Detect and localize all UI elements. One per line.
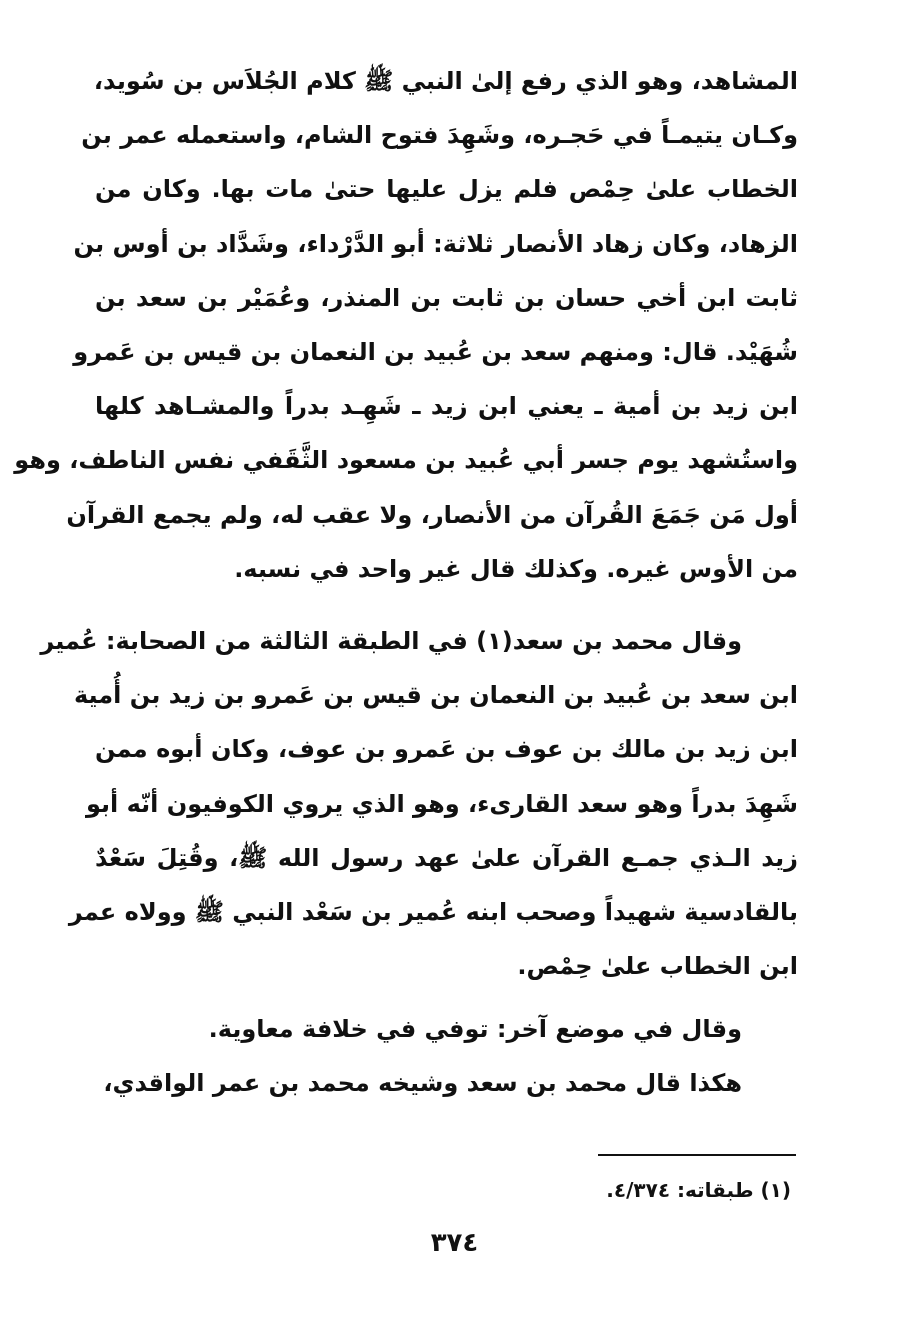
text-line: الزهاد، وكان زهاد الأنصار ثلاثة: أبو الدَّرْداء، وشَدَّاد بن أوس بن — [73, 229, 798, 258]
text-line: وقال محمد بن سعد(١) في الطبقة الثالثة من الصحابة: عُمير — [40, 627, 742, 655]
text-line: ابن الخطاب علىٰ حِمْص. — [517, 952, 798, 981]
text-line: شَهِدَ بدراً وهو سعد القارىء، وهو الذي يروي الكوفيون أنّه أبو — [85, 789, 798, 818]
text-line: زيد الـذي جمـع القرآن علىٰ عهد رسول الله ﷺ، وقُتِلَ سَعْدٌ — [95, 843, 798, 872]
text-line: شُهَيْد. قال: ومنهم سعد بن عُبيد بن النعمان بن قيس بن عَمرو — [73, 337, 798, 366]
paragraph-2 — [40, 614, 798, 993]
text-line: واستُشهد يوم جسر أبي عُبيد بن مسعود الثَّقَفي نفس الناطف، وهو — [14, 446, 798, 475]
text-line: ابن زيد بن مالك بن عوف بن عَمرو بن عوف، وكان أبوه ممن — [95, 735, 798, 764]
text-line: بالقادسية شهيداً وصحب ابنه عُمير بن سَعْد النبي ﷺ وولاه عمر — [68, 897, 798, 926]
footnote-divider — [598, 1154, 796, 1156]
text-line: الخطاب علىٰ حِمْص فلم يزل عليها حتىٰ مات بها. وكان من — [95, 175, 798, 204]
paragraph-1 — [14, 54, 798, 596]
text-line: وكـان يتيمـاً في حَجـره، وشَهِدَ فتوح الشام، واستعمله عمر بن — [81, 121, 798, 150]
text-line: من الأوس غيره. وكذلك قال غير واحد في نسبه. — [234, 554, 798, 583]
text-line: أول مَن جَمَعَ القُرآن من الأنصار، ولا عقب له، ولم يجمع القرآن — [66, 500, 798, 529]
text-line: وقال في موضع آخر: توفي في خلافة معاوية. — [208, 1015, 742, 1043]
text-line: ابن زيد بن أمية ـ يعني ابن زيد ـ شَهِـد بدراً والمشـاهد كلها — [95, 392, 798, 421]
text-line: هكذا قال محمد بن سعد وشيخه محمد بن عمر الواقدي، — [103, 1069, 742, 1098]
text-line: ثابت ابن أخي حسان بن ثابت بن المنذر، وعُمَيْر بن سعد بن — [95, 283, 798, 312]
page-number: ٣٧٤ — [430, 1228, 479, 1258]
text-line: المشاهد، وهو الذي رفع إلىٰ النبي ﷺ كلام الجُلاَس بن سُويد، — [93, 67, 798, 95]
footnote: (١) طبقاته: ٤/٣٧٤. — [606, 1178, 791, 1202]
paragraph-3 — [95, 1002, 798, 1110]
text-line: ابن سعد بن عُبيد بن النعمان بن قيس بن عَمرو بن زيد بن أُمية — [73, 681, 798, 710]
